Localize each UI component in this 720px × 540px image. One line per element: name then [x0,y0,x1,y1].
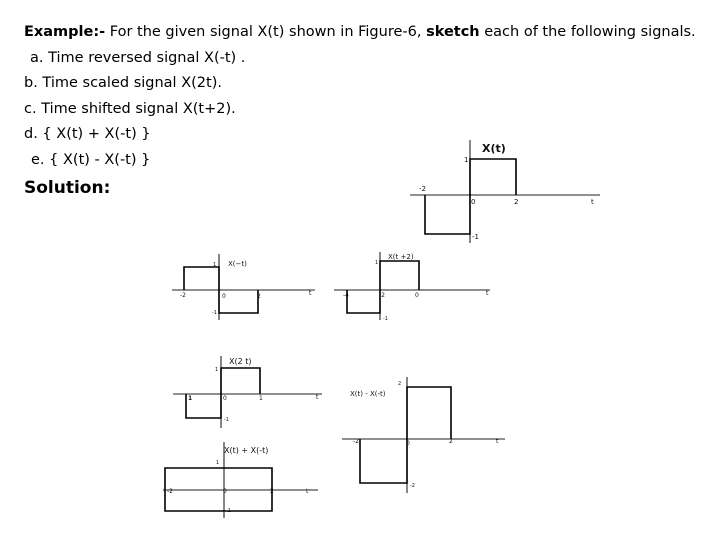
tick-amp-1: 1 [215,367,219,373]
tick-zero: 0 [223,395,227,402]
tick-t: t [486,290,489,297]
tick-t: t [316,394,319,401]
tick-amp-1: 1 [213,262,217,268]
tick-t: t [309,290,312,297]
tick-amp-1: 1 [375,260,379,266]
graph-x-t-plus-2 [330,250,495,322]
signal-waveform-positive [165,468,272,490]
graph-x-minus-t [170,250,320,322]
signal-waveform [186,368,260,418]
tick-neg2: -2 [167,488,173,495]
solution-label: Solution: [24,178,111,198]
item-c: c. Time shifted signal X(t+2). [24,100,236,117]
tick-zero: 0 [406,440,410,447]
tick-amp-1: 1 [216,460,220,466]
tick-amp-2: 2 [398,381,402,387]
item-b: b. Time scaled signal X(2t). [24,75,222,91]
item-e: e. { X(t) - X(-t) } [31,151,151,168]
tick-amp-neg1: -1 [212,310,217,316]
tick-neg2: -2 [379,292,385,299]
item-d: d. { X(t) + X(-t) } [24,126,151,142]
tick-amp-neg1: -1 [224,417,229,423]
graph-title: X(−t) [228,260,247,268]
signal-waveform [347,261,419,313]
tick-zero: 0 [223,488,227,495]
tick-t: t [306,488,309,495]
tick-zero: 0 [471,198,476,206]
tick-t: t [496,438,499,445]
graph-title: X(t) [482,142,506,155]
tick-neg4: -4 [343,292,349,299]
tick-amp-neg1: -1 [383,316,388,322]
tick-two: 2 [270,488,274,495]
graph-title: X(t) - X(-t) [350,390,386,398]
tick-two: 2 [449,438,453,445]
signal-waveform [360,387,451,483]
tick-two: 2 [514,198,519,206]
tick-amp-neg1: -1 [226,508,231,514]
intro-pre: For the given signal X(t) shown in Figure-6, [109,24,422,40]
example-label: Example:- [24,24,106,40]
graph-x-2t [170,352,325,432]
tick-amp-neg2: -2 [410,483,415,489]
tick-neg2: -2 [180,292,186,299]
tick-neg2: -2 [353,438,359,445]
graph-x-t [400,138,605,246]
tick-amp-neg1: -1 [472,233,479,241]
signal-waveform-negative [165,490,272,511]
tick-zero: 0 [415,292,419,299]
tick-neg2: -2 [419,185,426,193]
graph-title: X(t +2) [388,253,414,261]
tick-t: t [591,198,594,206]
intro-post: each of the following signals. [484,24,696,40]
tick-two: 2 [257,293,261,300]
tick-zero: 0 [222,293,226,300]
graph-x-sum [160,440,320,520]
signal-waveform [425,159,519,234]
graph-title: X(2 t) [229,357,252,366]
tick-one: 1 [259,395,263,402]
tick-neg1: 1 [188,395,193,402]
graph-x-diff [340,375,510,495]
item-a: a. Time reversed signal X(-t) . [30,49,246,66]
tick-amp-1: 1 [464,156,469,164]
graph-title: X(t) + X(-t) [224,446,269,455]
intro-bold: sketch [426,24,480,40]
problem-intro [24,20,696,46]
